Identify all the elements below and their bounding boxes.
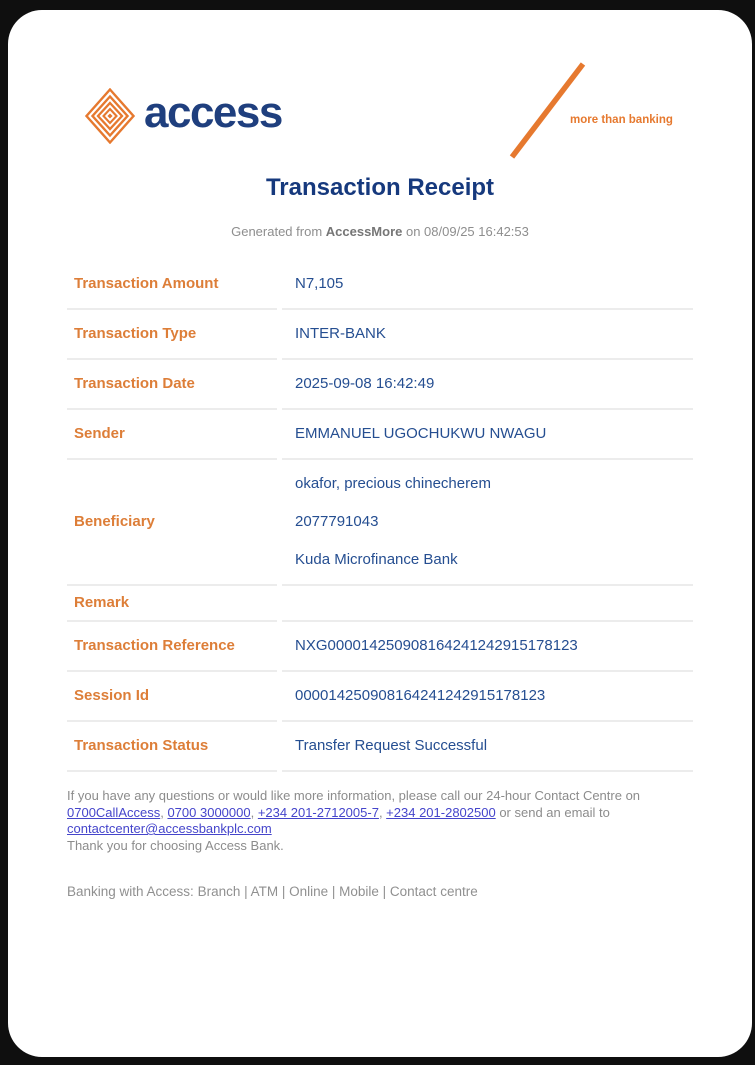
banking-channels-line: Banking with Access: Branch | ATM | Online | Mobile | Contact centre: [67, 884, 478, 899]
row-value: INTER-BANK: [282, 310, 693, 360]
email-intro: or send an email to: [495, 804, 614, 820]
contact-paragraph: [67, 788, 693, 838]
generated-suffix: on 08/09/25 16:42:53: [402, 224, 529, 239]
separator: ,: [250, 804, 258, 820]
row-value: [282, 460, 693, 586]
generated-line: [8, 224, 752, 240]
separator: ,: [160, 804, 168, 820]
generated-app-name: AccessMore: [325, 224, 403, 239]
row-value: 2025-09-08 16:42:49: [282, 360, 693, 410]
access-logo: [85, 88, 282, 144]
row-value: Transfer Request Successful: [282, 722, 693, 772]
phone-link-2802500[interactable]: +234 201-2802500: [386, 804, 496, 820]
receipt-table: [67, 260, 693, 772]
row-label: Transaction Amount: [67, 260, 277, 310]
thanks-line: Thank you for choosing Access Bank.: [67, 837, 284, 853]
row-label: Sender: [67, 410, 277, 460]
table-row-session-id: [67, 672, 693, 722]
row-value: NXG000014250908164241242915178123: [282, 622, 693, 672]
beneficiary-account-number: 2077791043: [295, 513, 379, 530]
generated-prefix: Generated from: [231, 224, 326, 239]
table-row-transaction-reference: [67, 622, 693, 672]
access-diamond-icon: [85, 88, 135, 144]
row-label: Beneficiary: [67, 460, 277, 586]
row-label: Transaction Reference: [67, 622, 277, 672]
slash-graphic: [503, 52, 591, 160]
page-title: Transaction Receipt: [265, 174, 495, 201]
table-row-transaction-type: [67, 310, 693, 360]
beneficiary-name: okafor, precious chinecherem: [295, 475, 491, 492]
row-label: Transaction Status: [67, 722, 277, 772]
receipt-header: [8, 10, 752, 160]
row-label: Transaction Date: [67, 360, 277, 410]
phone-link-0700callaccess[interactable]: 0700CallAccess: [67, 804, 161, 820]
phone-link-2712005[interactable]: +234 201-2712005-7: [257, 804, 379, 820]
row-label: Remark: [67, 586, 277, 622]
table-row-transaction-date: [67, 360, 693, 410]
separator: ,: [378, 804, 387, 820]
row-value: [282, 586, 693, 622]
phone-link-0700-3000000[interactable]: 0700 3000000: [167, 804, 251, 820]
row-label: Transaction Type: [67, 310, 277, 360]
table-row-beneficiary: [67, 460, 693, 586]
table-row-sender: [67, 410, 693, 460]
row-value: 000014250908164241242915178123: [282, 672, 693, 722]
brand-tagline: more than banking: [570, 114, 673, 126]
contact-intro: If you have any questions or would like more information, please call our 24-hour Contact Centre on: [67, 788, 644, 803]
row-value: N7,105: [282, 260, 693, 310]
table-row-transaction-status: [67, 722, 693, 772]
brand-wordmark: access: [144, 88, 282, 137]
email-link[interactable]: contactcenter@accessbankplc.com: [67, 821, 272, 836]
beneficiary-bank: Kuda Microfinance Bank: [295, 551, 458, 568]
row-label: Session Id: [67, 672, 277, 722]
row-value: EMMANUEL UGOCHUKWU NWAGU: [282, 410, 693, 460]
table-row-remark: [67, 586, 693, 622]
table-row-transaction-amount: [67, 260, 693, 310]
receipt-card: [8, 10, 752, 1057]
slash-icon: [503, 52, 591, 160]
